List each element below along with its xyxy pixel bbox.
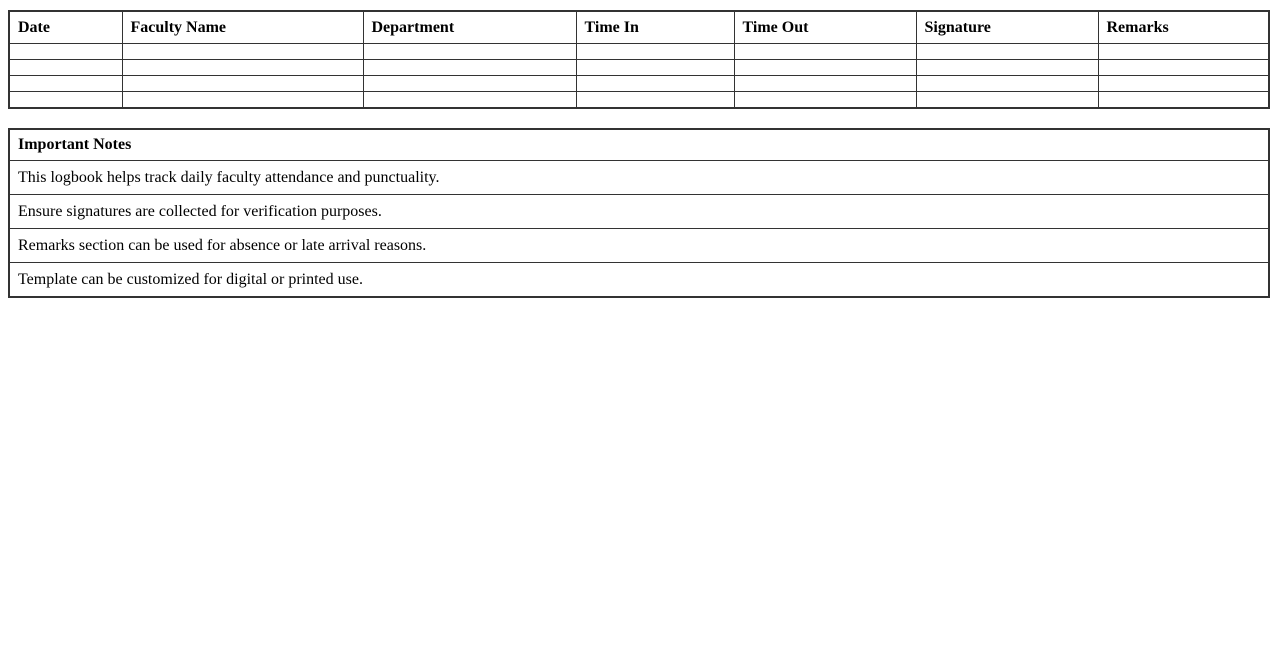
empty-cell-time-out [734,76,916,92]
empty-cell-signature [916,60,1098,76]
attendance-empty-row [9,44,1269,60]
empty-cell-department [363,76,576,92]
note-item: Remarks section can be used for absence or late arrival reasons. [9,229,1269,263]
empty-cell-remarks [1098,92,1269,109]
empty-cell-department [363,44,576,60]
empty-cell-time-out [734,92,916,109]
column-header-faculty-name: Faculty Name [122,11,363,44]
empty-cell-time-out [734,44,916,60]
attendance-empty-row [9,92,1269,109]
empty-cell-department [363,92,576,109]
note-item: Ensure signatures are collected for verification purposes. [9,195,1269,229]
attendance-header-row [9,11,1269,44]
empty-cell-time-in [576,60,734,76]
empty-cell-faculty-name [122,44,363,60]
note-row [9,229,1269,263]
empty-cell-date [9,76,122,92]
note-row [9,161,1269,195]
empty-cell-department [363,60,576,76]
empty-cell-date [9,44,122,60]
logbook-page [0,10,1278,660]
empty-cell-remarks [1098,60,1269,76]
empty-cell-time-out [734,60,916,76]
note-row [9,263,1269,298]
empty-cell-date [9,60,122,76]
empty-cell-signature [916,76,1098,92]
empty-cell-remarks [1098,76,1269,92]
column-header-signature: Signature [916,11,1098,44]
empty-cell-faculty-name [122,60,363,76]
empty-cell-faculty-name [122,76,363,92]
empty-cell-time-in [576,76,734,92]
notes-header-row [9,129,1269,161]
notes-title: Important Notes [9,129,1269,161]
important-notes-table [8,128,1270,298]
note-item: This logbook helps track daily faculty attendance and punctuality. [9,161,1269,195]
empty-cell-signature [916,44,1098,60]
attendance-empty-row [9,76,1269,92]
column-header-department: Department [363,11,576,44]
empty-cell-time-in [576,92,734,109]
note-row [9,195,1269,229]
empty-cell-date [9,92,122,109]
empty-cell-faculty-name [122,92,363,109]
attendance-empty-row [9,60,1269,76]
note-item: Template can be customized for digital or printed use. [9,263,1269,298]
column-header-date: Date [9,11,122,44]
empty-cell-time-in [576,44,734,60]
column-header-time-out: Time Out [734,11,916,44]
column-header-remarks: Remarks [1098,11,1269,44]
empty-cell-remarks [1098,44,1269,60]
column-header-time-in: Time In [576,11,734,44]
attendance-table [8,10,1270,109]
empty-cell-signature [916,92,1098,109]
